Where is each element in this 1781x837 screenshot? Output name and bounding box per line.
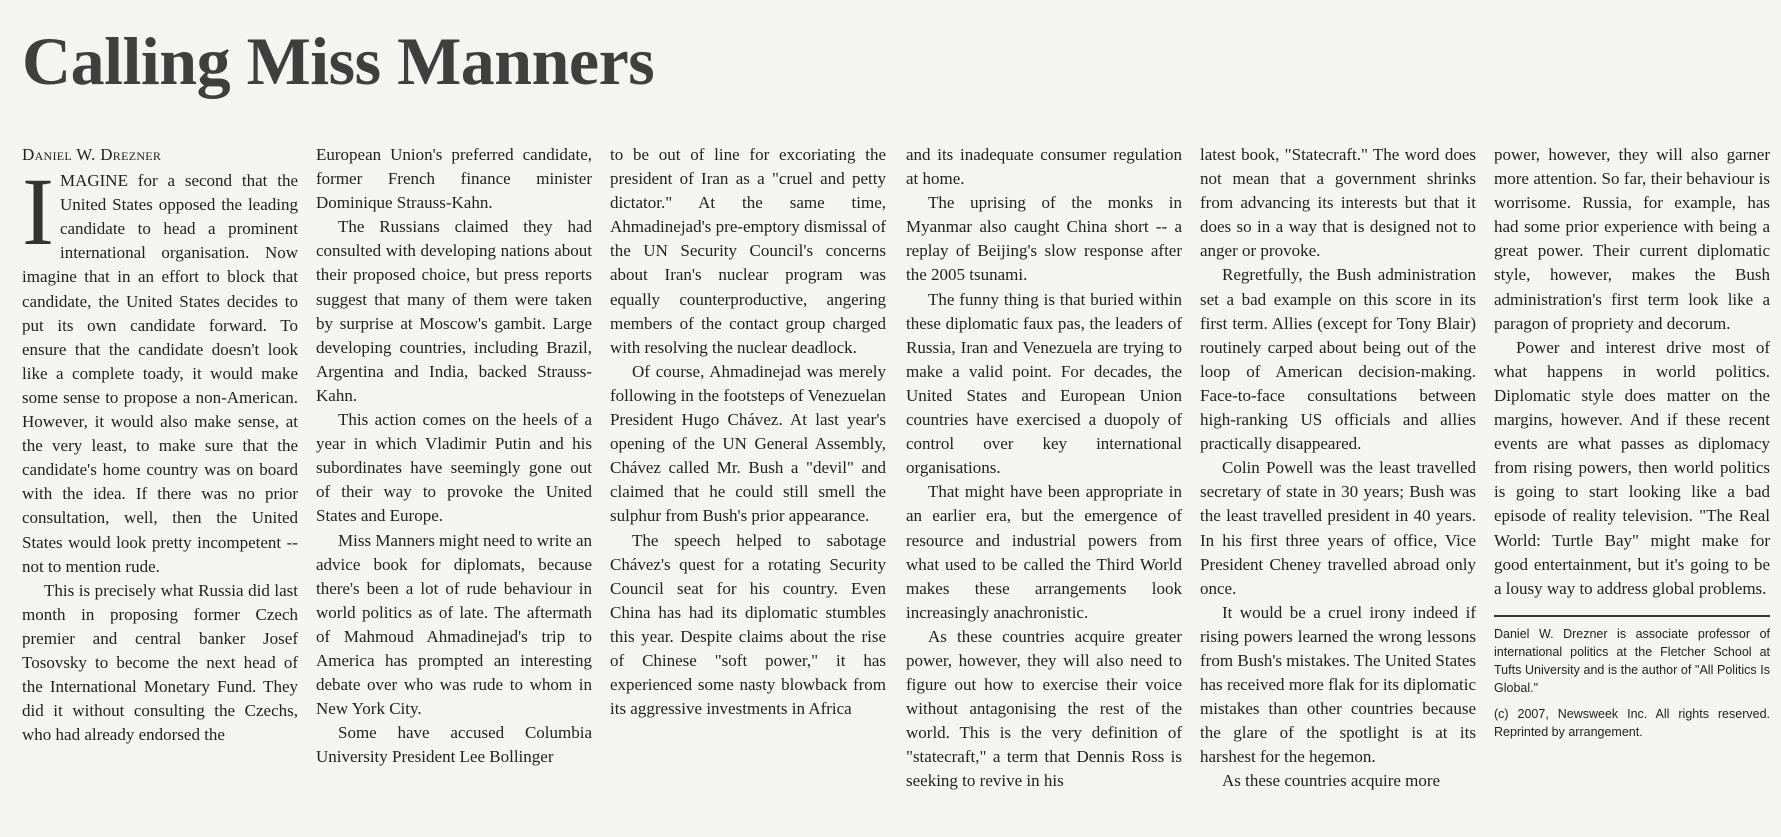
article-headline: Calling Miss Manners bbox=[22, 23, 655, 99]
paragraph: Miss Manners might need to write an advice book for diplomats, because there's been a lot of rude behaviour in world politics as of late. The aftermath of Mahmoud Ahmadinejad's trip to America has prompted an interesting debate over who was rude to whom in New York City. bbox=[316, 530, 593, 719]
author-bio: Daniel W. Drezner is associate professor of international politics at the Fletcher School at Tufts University and is the author of "All Politics Is Global." bbox=[1494, 626, 1770, 695]
paragraph: Of course, Ahmadinejad was merely following in the footsteps of Venezuelan President Hugo Chávez. At last year's opening of the UN General Assembly, Chávez called Mr. Bush a "devil" and claimed that he could still smell the sulphur from Bush's prior appearance. bbox=[610, 361, 886, 526]
paragraph: to be out of line for excoriating the president of Iran as a "cruel and petty dictator." At the same time, Ahmadinejad's pre-emptory dismissal of the UN Security Council's concerns about Iran's nuclear program was equally counterproductive, angering members of the contact group charged with resolving the nuclear deadlock. bbox=[610, 145, 886, 357]
copyright-notice: (c) 2007, Newsweek Inc. All rights reserved. Reprinted by arrangement. bbox=[1494, 706, 1770, 739]
paragraph: As these countries acquire greater power, however, they will also need to figure out how to exercise their voice without antagonising the rest of the world. This is the very definition of "statecraft," a term that Dennis Ross is seeking to revive in his bbox=[906, 626, 1182, 791]
divider bbox=[1494, 615, 1770, 617]
paragraph: As these countries acquire more bbox=[1222, 771, 1441, 791]
paragraph bbox=[22, 158, 298, 579]
paragraph: This is precisely what Russia did last month in proposing former Czech premier and central banker Josef Tosovsky to become the next head of the International Monetary Fund. They did it without consulting the Czechs, who had already endorsed the bbox=[22, 580, 298, 745]
paragraph: and its inadequate consumer regulation at home. bbox=[906, 145, 1182, 189]
article-column-2 bbox=[316, 143, 592, 769]
paragraph-text: MAGINE for a second that the United States opposed the leading candidate to head a prominent international organisation. Now imagine that in an effort to block that candidate, the United States decides to put its own candidate forward. To ensure that the candidate doesn't look like a complete toady, it would make some sense to propose a non-American. However, it would also make sense, at the very least, to make sure that the candidate's home country was on board with the idea. If there was no prior consultation, well, then the United States would look pretty incompetent -- not to mention rude. bbox=[22, 171, 298, 576]
paragraph: Regretfully, the Bush administration set a bad example on this score in its first term. Allies (except for Tony Blair) routinely carped about being out of the loop of American decision-making. Face-to-face consultations between high-ranking US officials and allies practically disappeared. bbox=[1200, 265, 1476, 454]
paragraph: The Russians claimed they had consulted with developing nations about their proposed choice, but press reports suggest that many of them were taken by surprise at Moscow's gambit. Large developing countries, including Brazil, Argentina and India, backed Strauss-Kahn. bbox=[316, 217, 592, 405]
article-column-3 bbox=[610, 143, 886, 721]
article-column-6 bbox=[1494, 143, 1770, 749]
paragraph: Colin Powell was the least travelled secretary of state in 30 years; Bush was the least travelled president in 40 years. In his first three years of office, Vice President Cheney travelled abroad only once. bbox=[1200, 458, 1476, 598]
paragraph: The funny thing is that buried within these diplomatic faux pas, the leaders of Russia, Iran and Venezuela are trying to make a valid point. For decades, the United States and European Union countries have exercised a duopoly of control over key international organisations. bbox=[906, 289, 1182, 478]
paragraph: Some have accused Columbia University President Lee Bollinger bbox=[316, 723, 592, 767]
paragraph: It would be a cruel irony indeed if rising powers learned the wrong lessons from Bush's mistakes. The United States has received more flak for its diplomatic mistakes than other countries because the glare of the spotlight is at its harshest for the hegemon. bbox=[1200, 602, 1476, 767]
drop-cap: I bbox=[22, 158, 54, 266]
paragraph: The speech helped to sabotage Chávez's quest for a rotating Security Council seat for his country. Even China has had its diplomatic stumbles this year. Despite claims about the rise of Chinese "soft power," it has experienced some nasty blowback from its aggressive investments in Africa bbox=[610, 530, 886, 719]
paragraph: power, however, they will also garner more attention. So far, their behaviour is worrisome. Russia, for example, has had some prior experience with being a great power. Their current diplomatic style, however, makes the Bush administration's first term look like a paragon of propriety and decorum. bbox=[1494, 145, 1770, 333]
paragraph: European Union's preferred candidate, former French finance minister Dominique Strauss-Kahn. bbox=[316, 145, 592, 213]
paragraph: This action comes on the heels of a year in which Vladimir Putin and his subordinates have seemingly gone out of their way to provoke the United States and Europe. bbox=[316, 410, 592, 526]
paragraph: Power and interest drive most of what happens in world politics. Diplomatic style does matter on the margins, however. And if these recent events are what passes as diplomacy from rising powers, then world politics is going to start looking like a bad episode of reality television. "The Real World: Turtle Bay" might make for good entertainment, but it's going to be a lousy way to address global problems. bbox=[1494, 337, 1770, 598]
paragraph: That might have been appropriate in an earlier era, but the emergence of resource and industrial powers from what used to be called the Third World makes these arrangements look increasingly anachronistic. bbox=[906, 482, 1182, 622]
article-column-4 bbox=[906, 143, 1182, 794]
article-column-1 bbox=[22, 143, 298, 747]
byline: Daniel W. Drezner bbox=[22, 145, 162, 164]
paragraph: latest book, "Statecraft." The word does not mean that a government shrinks from advancing its interests but that it does so in a way that is designed not to anger or provoke. bbox=[1200, 145, 1476, 261]
article-column-5 bbox=[1200, 143, 1476, 794]
paragraph: The uprising of the monks in Myanmar also caught China short -- a replay of Beijing's slow response after the 2005 tsunami. bbox=[906, 193, 1182, 285]
